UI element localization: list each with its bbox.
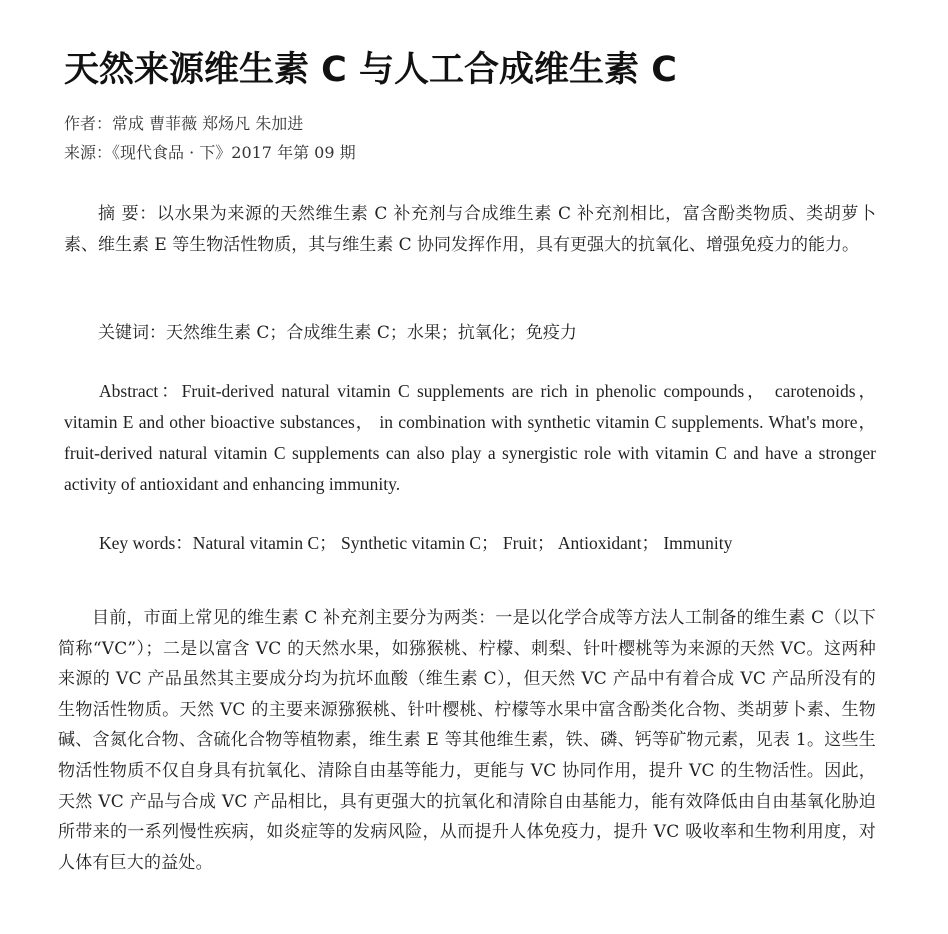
article-title: 天然来源维生素 C 与人工合成维生素 C bbox=[64, 50, 677, 90]
keywords-chinese: 关键词：天然维生素 C；合成维生素 C；水果；抗氧化；免疫力 bbox=[98, 323, 577, 343]
article-authors: 作者：常成 曹菲薇 郑炀凡 朱加进 bbox=[64, 114, 304, 133]
body-paragraph: 目前，市面上常见的维生素 C 补充剂主要分为两类：一是以化学合成等方法人工制备的维生素 C（以下简称“VC”）；二是以富含 VC 的天然水果，如猕猴桃、柠檬、刺梨、针叶樱桃等为来源的天然 VC。这两种来源的 VC 产品虽然其主要成分均为抗坏血酸（维生素 C），但天然 VC 产品中有着合成 VC 产品所没有的生物活性物质。天然 VC 的主要来源猕猴桃、针叶樱桃、柠檬等水果中富含酚类化合物、类胡萝卜素、生物碱、含氮化合物、含硫化合物等植物素，维生素 E 等其他维生素，铁、磷、钙等矿物元素，见表 1。这些生物活性物质不仅自身具有抗氧化、清除自由基等能力，更能与 VC 协同作用，提升 VC 的生物活性。因此，天然 VC 产品与合成 VC 产品相比，具有更强大的抗氧化和清除自由基能力，能有效降低由自由基氧化胁迫所带来的一系列慢性疾病，如炎症等的发病风险，从而提升人体免疫力，提升 VC 吸收率和生物利用度，对人体有巨大的益处。 bbox=[58, 608, 876, 873]
article-source: 来源：《现代食品 · 下》2017 年第 09 期 bbox=[64, 143, 356, 162]
keywords-english: Key words：Natural vitamin C； Synthetic vitamin C； Fruit； Antioxidant； Immunity bbox=[99, 533, 733, 553]
abstract-english: Abstract：Fruit-derived natural vitamin C supplements are rich in phenolic compounds， carotenoids， vitamin E and other bioactive substances， in combination with synthetic vitamin C supplements. What's more， fruit-derived natural vitamin C supplements can also play a synergistic role with vitamin C and have a stronger activity of antioxidant and enhancing immunity. bbox=[64, 381, 876, 494]
abstract-chinese: 摘 要：以水果为来源的天然维生素 C 补充剂与合成维生素 C 补充剂相比，富含酚类物质、类胡萝卜素、维生素 E 等生物活性物质，其与维生素 C 协同发挥作用，具有更强大的抗氧化、增强免疫力的能力。 bbox=[64, 204, 876, 255]
